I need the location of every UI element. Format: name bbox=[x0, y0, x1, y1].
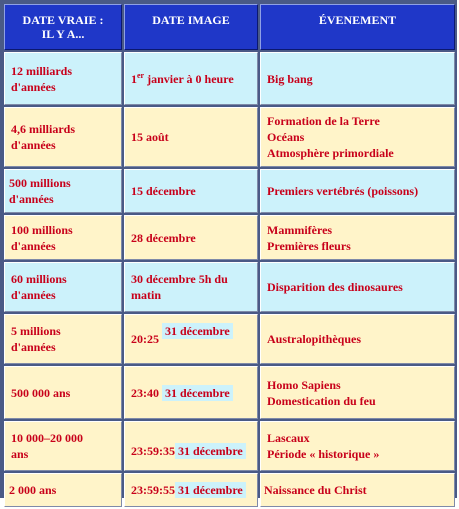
image-date-cell bbox=[124, 314, 258, 364]
image-date-line: 30 décembre 5h du bbox=[131, 272, 228, 286]
event-line: Mammifères bbox=[267, 222, 333, 237]
event-line: Premières fleurs bbox=[267, 238, 351, 253]
event-line: Formation de la Terre bbox=[267, 114, 380, 128]
event-line: Atmosphère primordiale bbox=[267, 146, 394, 160]
event-line: Big bang bbox=[267, 71, 313, 86]
table-row bbox=[4, 215, 455, 260]
real-date-line: d'années bbox=[11, 79, 56, 94]
real-date-line: ans bbox=[11, 447, 29, 461]
real-date-line: d'années bbox=[11, 288, 56, 302]
table-row bbox=[4, 262, 455, 312]
real-date-cell bbox=[4, 366, 122, 419]
image-date-cell bbox=[124, 421, 258, 471]
table-row bbox=[4, 169, 455, 213]
real-date-cell bbox=[4, 52, 122, 105]
event-cell bbox=[260, 366, 455, 419]
real-date-line: d'années bbox=[11, 138, 56, 152]
image-date-text: janvier à 0 heure bbox=[144, 71, 234, 86]
event-cell bbox=[260, 107, 455, 167]
timeline-table bbox=[2, 2, 457, 509]
header-row bbox=[4, 4, 455, 50]
header-evenement: ÉVENEMENT bbox=[260, 4, 455, 50]
header-date-vraie-line: DATE VRAIE : bbox=[22, 13, 104, 27]
event-line: Lascaux bbox=[267, 431, 310, 445]
image-day-highlight: 31 décembre bbox=[175, 443, 246, 459]
real-date-line: 12 milliards bbox=[11, 63, 73, 78]
header-date-vraie bbox=[4, 4, 122, 50]
event-cell bbox=[260, 215, 455, 260]
event-line: Océans bbox=[267, 130, 305, 144]
image-time: 23:40 bbox=[131, 385, 159, 400]
image-date-sup: er bbox=[137, 70, 145, 80]
real-date-line: 5 millions bbox=[11, 324, 61, 338]
event-cell bbox=[260, 421, 455, 471]
real-date-cell bbox=[4, 421, 122, 471]
event-line: Homo Sapiens bbox=[267, 377, 341, 392]
image-day-highlight: 31 décembre bbox=[162, 385, 233, 401]
event-cell bbox=[260, 52, 455, 105]
image-day-highlight: 31 décembre bbox=[162, 323, 233, 339]
image-time: 20:25 bbox=[131, 332, 159, 346]
real-date-cell bbox=[4, 262, 122, 312]
image-date-day: 1 bbox=[131, 71, 137, 86]
header-date-image: DATE IMAGE bbox=[124, 4, 258, 50]
real-date-line: 4,6 milliards bbox=[11, 122, 76, 136]
event-line: Australopithèques bbox=[267, 332, 362, 346]
real-date-line: 500 millions bbox=[9, 176, 71, 190]
image-time: 23:59:35 bbox=[131, 444, 175, 458]
real-date-line: 2 000 ans bbox=[9, 483, 57, 497]
event-line: Naissance du Christ bbox=[264, 483, 367, 497]
event-line: Disparition des dinosaures bbox=[267, 280, 403, 294]
real-date-cell bbox=[4, 215, 122, 260]
event-line: Période « historique » bbox=[267, 447, 380, 461]
real-date-line: d'années bbox=[9, 192, 54, 206]
image-date-cell bbox=[124, 52, 258, 105]
real-date-line: 500 000 ans bbox=[11, 385, 71, 400]
real-date-line: d'années bbox=[11, 340, 56, 354]
real-date-line: d'années bbox=[11, 238, 56, 253]
header-date-vraie-line: IL Y A... bbox=[41, 27, 85, 41]
image-time: 23:59:55 bbox=[131, 483, 175, 497]
real-date-line: 10 000–20 000 bbox=[11, 431, 83, 445]
image-date-cell: 28 décembre bbox=[124, 215, 258, 260]
event-cell bbox=[260, 169, 455, 213]
event-line: Premiers vertébrés (poissons) bbox=[267, 184, 419, 198]
table-row bbox=[4, 366, 455, 419]
event-line: Domestication du feu bbox=[267, 393, 376, 408]
real-date-cell bbox=[4, 169, 122, 213]
real-date-cell bbox=[4, 107, 122, 167]
real-date-line: 60 millions bbox=[11, 272, 67, 286]
real-date-cell bbox=[4, 314, 122, 364]
table-row bbox=[4, 421, 455, 471]
image-date-cell: 15 décembre bbox=[124, 169, 258, 213]
table-row bbox=[4, 107, 455, 167]
image-date-cell: 15 août bbox=[124, 107, 258, 167]
image-date-cell bbox=[124, 262, 258, 312]
table-row bbox=[4, 314, 455, 364]
table-row bbox=[4, 52, 455, 105]
image-day-highlight: 31 décembre bbox=[175, 482, 246, 498]
image-date-cell bbox=[124, 366, 258, 419]
image-date-line: matin bbox=[131, 288, 161, 302]
real-date-line: 100 millions bbox=[11, 222, 73, 237]
event-cell bbox=[260, 314, 455, 364]
event-cell bbox=[260, 262, 455, 312]
